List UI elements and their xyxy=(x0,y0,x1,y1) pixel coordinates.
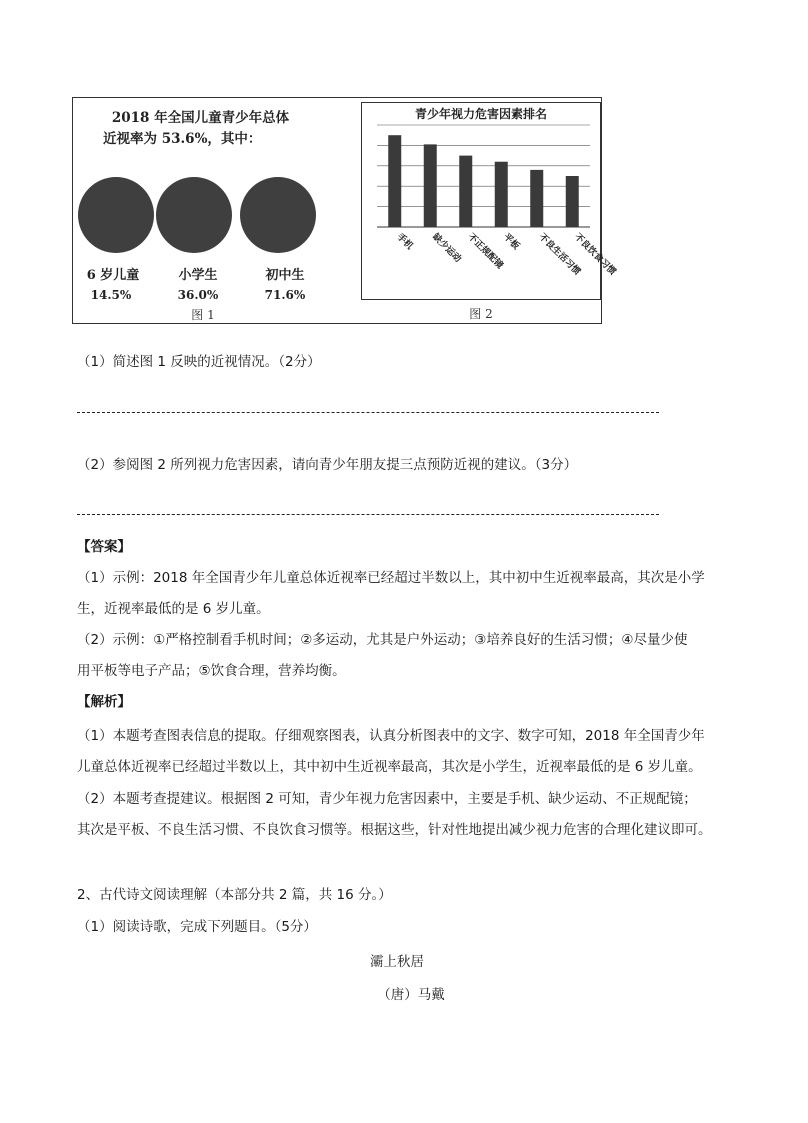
figure-2-caption: 图 2 xyxy=(469,307,493,321)
analysis-1-line1: （1）本题考查图表信息的提取。仔细观察图表，认真分析图表中的文字、数字可知，2018 年全国青少年 xyxy=(77,728,705,744)
analysis-heading: 【解析】 xyxy=(77,694,131,710)
answer-blank-2[interactable] xyxy=(77,514,659,515)
figure-1-caption: 图 1 xyxy=(191,308,215,322)
answer-heading: 【答案】 xyxy=(77,539,131,555)
group-label-primary: 小学生 xyxy=(178,268,218,283)
bar-chart xyxy=(362,103,618,299)
bar-3 xyxy=(495,162,508,227)
chart-title: 青少年视力危害因素排名 xyxy=(414,107,548,121)
group-pct-junior: 71.6% xyxy=(264,288,306,302)
category-label-0: 手机 xyxy=(394,232,415,252)
poem-author: （唐）马戴 xyxy=(377,987,445,1003)
bar-0 xyxy=(388,135,401,227)
group-label-6yr: 6 岁儿童 xyxy=(86,268,140,283)
category-label-5: 不良饮食习惯 xyxy=(572,232,618,278)
figure-2-chart xyxy=(361,102,618,300)
group-label-junior: 初中生 xyxy=(265,268,305,283)
section-2-heading: 2、古代诗文阅读理解（本部分共 2 篇，共 16 分。） xyxy=(77,887,392,903)
circle-primary xyxy=(156,177,232,253)
analysis-2-line1: （2）本题考查提建议。根据图 2 可知，青少年视力危害因素中，主要是手机、缺少运动、不正规配镜； xyxy=(77,791,697,807)
circle-6yr xyxy=(78,177,154,253)
answer-1-line2: 生，近视率最低的是 6 岁儿童。 xyxy=(77,601,270,617)
category-label-4: 不良生活习惯 xyxy=(536,232,582,278)
analysis-2-line2: 其次是平板、不良生活习惯、不良饮食习惯等。根据这些，针对性地提出减少视力危害的合理化建议即可。 xyxy=(77,822,712,838)
figure-1-title xyxy=(73,108,328,150)
category-label-1: 缺少运动 xyxy=(430,232,463,265)
question-1: （1）简述图 1 反映的近视情况。（2分） xyxy=(77,354,321,370)
answer-1-line1: （1）示例：2018 年全国青少年儿童总体近视率已经超过半数以上，其中初中生近视率最高，其次是小学 xyxy=(77,570,705,586)
circle-junior xyxy=(240,177,316,253)
analysis-1-line2: 儿童总体近视率已经超过半数以上，其中初中生近视率最高，其次是小学生，近视率最低的是 6 岁儿童。 xyxy=(77,759,702,775)
figure-1-title-line2: 近视率为 53.6%，其中： xyxy=(103,131,262,147)
group-pct-primary: 36.0% xyxy=(177,288,219,302)
category-label-3: 平板 xyxy=(501,232,521,252)
bar-1 xyxy=(424,144,437,227)
category-label-2: 不正规配镜 xyxy=(465,232,505,271)
bar-5 xyxy=(566,176,579,227)
question-2: （2）参阅图 2 所列视力危害因素，请向青少年朋友提三点预防近视的建议。（3分） xyxy=(77,457,578,473)
answer-2-line1: （2）示例：①严格控制看手机时间；②多运动，尤其是户外运动；③培养良好的生活习惯；④尽量少使 xyxy=(77,632,688,648)
answer-blank-1[interactable] xyxy=(77,412,659,413)
figure-1-title-line1: 2018 年全国儿童青少年总体 xyxy=(111,110,290,126)
figure-panel xyxy=(72,97,618,324)
bar-4 xyxy=(530,170,543,227)
answer-2-line2: 用平板等电子产品；⑤饮食合理，营养均衡。 xyxy=(77,663,346,679)
poem-title: 灞上秋居 xyxy=(370,954,424,970)
figure-1 xyxy=(73,98,358,323)
group-pct-6yr: 14.5% xyxy=(90,288,132,302)
section-2-sub: （1）阅读诗歌，完成下列题目。（5分） xyxy=(77,919,317,935)
bar-2 xyxy=(459,156,472,227)
